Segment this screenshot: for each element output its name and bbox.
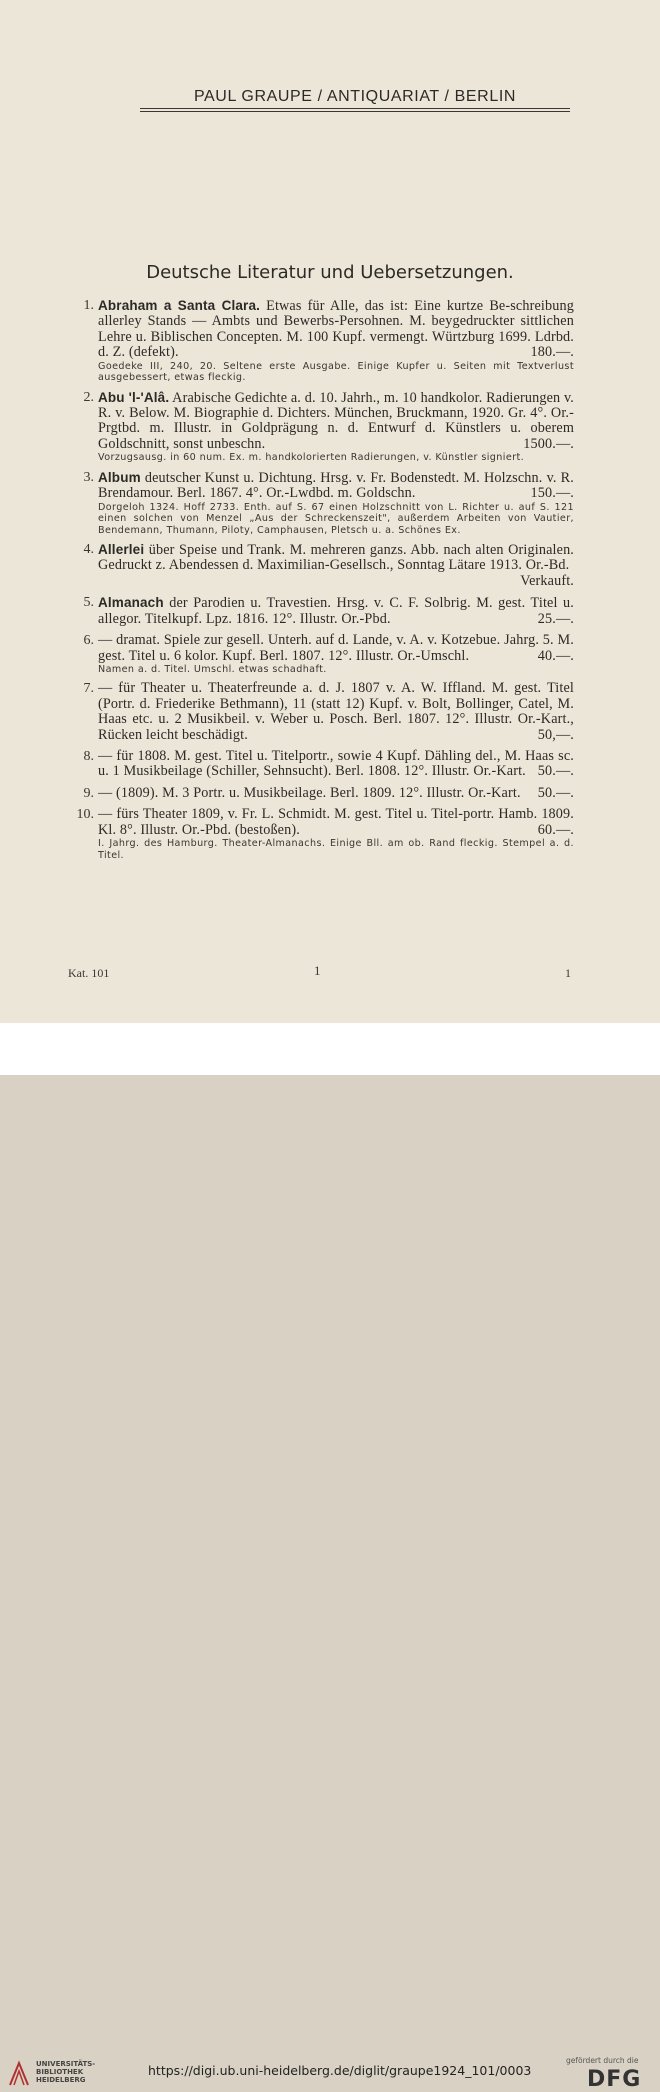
entry-description [98,807,574,838]
entry-description [98,595,574,627]
entry-price: Verkauft. [520,572,574,589]
catalog-entry [66,633,574,675]
university-library-logo-icon [8,2059,30,2087]
catalog-page [0,0,660,1023]
entry-description [98,749,574,780]
entry-number: 8. [83,749,94,765]
entry-description [98,786,574,801]
entry-text: — dramat. Spiele zur gesell. Unterh. auf d. Lande, v. A. v. Kotzebue. Jahrg. 5. M. gest. Titel u. 6 kolor. Kupf. Berl. 1807. 12°. Illustr. Or.-Umschl. [98,632,574,664]
entry-text: der Parodien u. Travestien. Hrsg. v. C. F. Solbrig. M. gest. Titel u. allegor. Titelkupf. Lpz. 1816. 12°. Illustr. Or.-Pbd. [98,595,574,627]
entry-number: 6. [83,633,94,649]
catalog-entry [66,749,574,780]
entry-note: I. Jahrg. des Hamburg. Theater-Almanachs. Einige Bll. am ob. Rand fleckig. Stempel a. d. Titel. [98,838,574,861]
page-header: PAUL GRAUPE / ANTIQUARIAT / BERLIN [193,88,517,105]
entry-number: 2. [83,389,94,405]
entry-text: — für 1808. M. gest. Titel u. Titelportr., sowie 4 Kupf. Dähling del., M. Haas sc. u. 1 Musikbeilage (Schiller, Sehnsucht). Berl. 1808. 12°. Illustr. Or.-Kart. [98,748,574,780]
entry-price: 50.—. [537,763,574,780]
entry-number: 9. [83,785,94,801]
entry-text: über Speise und Trank. M. mehreren ganzs. Abb. nach alten Originalen. Gedruckt z. Abendessen d. Maximilian-Gesellsch., Sonntag Lätare 1913. Or.-Bd. [98,542,575,574]
entry-author: Almanach [98,595,164,611]
catalog-entry [66,470,574,536]
entry-note: Namen a. d. Titel. Umschl. etwas schadhaft. [98,663,327,675]
entry-author: Album [98,469,141,485]
section-title: Deutsche Literatur und Uebersetzungen. [146,262,514,283]
entry-text: Etwas für Alle, das ist: Eine kurtze Be-schreibung allerley Stands — Ambts und Bewerbs-Persohnen. M. beygedruckter sittlichen Lehre u. Biblischen Concepten. M. 100 Kupf. vermengt. Würtzburg 1699. Ldrbd. d. Z. (defekt). [98,298,575,361]
entry-description [98,470,574,502]
entry-price: 60.—. [537,821,574,838]
funded-by-label: gefördert durch die [566,2056,639,2065]
entry-number: 1. [83,298,94,313]
entry-text: — für Theater u. Theaterfreunde a. d. J. 1807 v. A. W. Iffland. M. gest. Titel (Portr. d. Friederike Bethmann), 11 (statt 12) Kupf. v. Bolt, Bollinger, Catel, M. Haas etc. u. 2 Musikbeil. v. Weber u. Posch. Berl. 1807. 12°. Illustr. Or.-Kart., Rücken leicht beschädigt. [98,680,574,743]
entry-author: Allerlei [98,542,145,558]
catalog-entry [66,595,574,627]
catalog-entry [66,542,574,589]
entry-number: 3. [83,469,94,485]
entry-number: 5. [83,595,94,611]
dfg-logo[interactable]: DFG [587,2067,642,2092]
entry-author: Abraham a Santa Clara. [98,298,261,313]
entry-price: 40.—. [537,647,574,664]
permalink-url[interactable]: https://digi.ub.uni-heidelberg.de/diglit/graupe1924_101/0003 [148,2063,532,2078]
catalog-entry [66,298,574,384]
entry-price: 25.—. [537,610,574,627]
catalog-entry [66,807,574,861]
entry-note: Goedeke III, 240, 20. Seltene erste Ausgabe. Einige Kupfer u. Seiten mit Textverlust ausgebessert, etwas fleckig. [98,360,574,384]
header-rule [140,108,570,109]
entry-author: Abu 'l-'Alâ. [98,389,170,405]
catalog-entry [66,681,574,743]
entry-note: Dorgeloh 1324. Hoff 2733. Enth. auf S. 67 einen Holzschnitt von L. Richter u. auf S. 121 einen solchen von Menzel „Aus der Schreckenszeit", außerdem Arbeiten von Vautier, Bendemann, Thumann, Piloty, Camphausen, Pletsch u. a. Schönes Ex. [98,501,574,536]
catalog-entry [66,786,574,801]
entry-note: Vorzugsausg. in 60 num. Ex. m. handkolorierten Radierungen, v. Künstler signiert. [98,452,525,464]
viewer-footer-bar [0,1023,660,2092]
entry-list [66,298,574,867]
entry-price: 1500.—. [523,435,574,452]
entry-text: Arabische Gedichte a. d. 10. Jahrh., m. 10 handkolor. Radierungen v. R. v. Below. M. Biographie d. Dichters. München, Bruckmann, 1920. Gr. 4°. Or.-Prgtbd. m. Illustr. in Goldprägung n. d. Entwurf d. Künstlers u. oberem Goldschnitt, sonst unbeschn. [98,389,575,452]
entry-text: — (1809). M. 3 Portr. u. Musikbeilage. Berl. 1809. 12°. Illustr. Or.-Kart. [98,784,521,801]
footer-signature: 1 [314,963,321,978]
entry-text: deutscher Kunst u. Dichtung. Hrsg. v. Fr. Bodenstedt. M. Holzschn. v. R. Brendamour. Berl. 1867. 4°. Or.-Lwdbd. m. Goldschn. [98,469,574,502]
footer-page-number: 1 [565,966,571,980]
entry-price: 50.—. [537,784,574,801]
header-rule-secondary [140,111,570,112]
entry-description [98,390,574,453]
entry-description [98,542,574,589]
entry-price: 180.—. [530,344,574,361]
entry-description [98,633,574,664]
footer-catalog-number: Kat. 101 [68,966,110,980]
entry-text: — fürs Theater 1809, v. Fr. L. Schmidt. M. gest. Titel u. Titel-portr. Hamb. 1809. Kl. 8°. Illustr. Or.-Pbd. (bestoßen). [98,806,574,838]
entry-description [98,298,574,361]
entry-number: 4. [83,542,94,558]
entry-number: 10. [76,807,94,823]
entry-price: 150.—. [530,485,574,502]
entry-price: 50,—. [537,726,574,743]
catalog-entry [66,390,574,464]
entry-description [98,681,574,743]
library-name: UNIVERSITÄTS- BIBLIOTHEK HEIDELBERG [36,2060,96,2084]
entry-number: 7. [83,681,94,697]
